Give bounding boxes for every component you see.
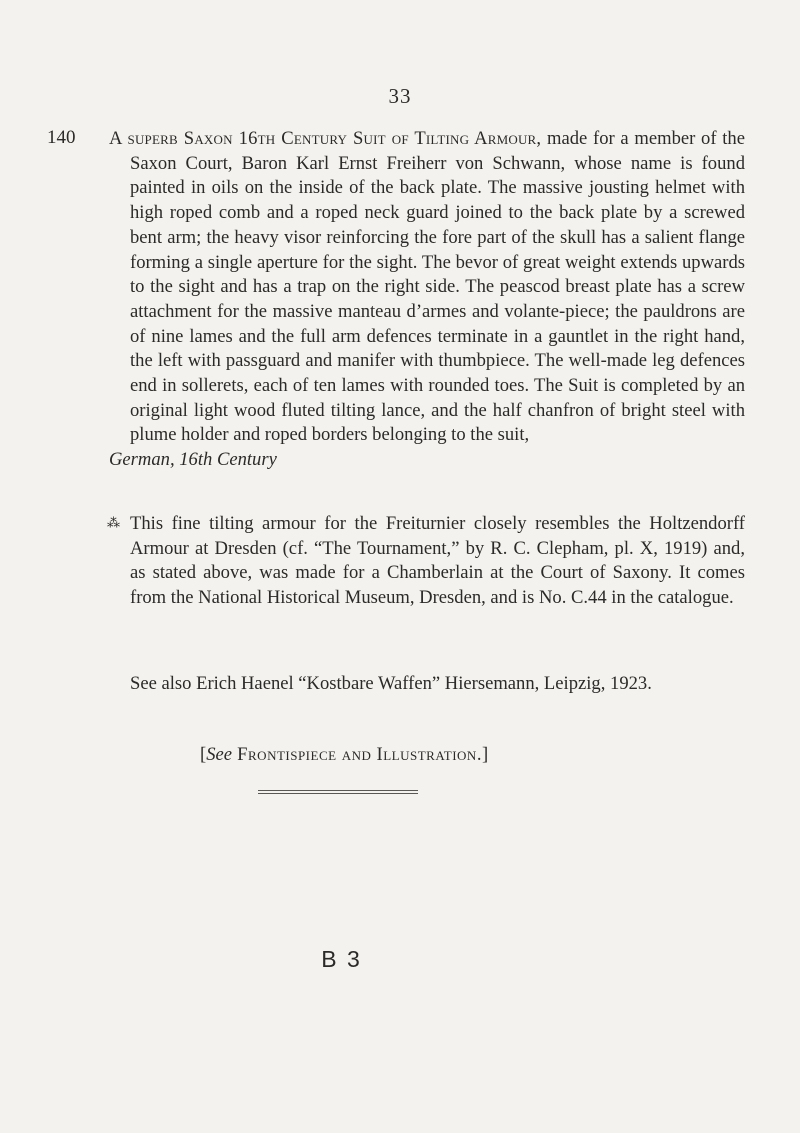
lot-number: 140 <box>47 127 76 148</box>
signature-mark: B 3 <box>321 946 362 972</box>
literature-reference: See also Erich Haenel “Kostbare Waffen” Hiersemann, Leipzig, 1923. <box>130 673 652 694</box>
lot-date: German, 16th Century <box>109 449 277 471</box>
see-word: See <box>206 744 233 765</box>
lot-body: made for a member of the Saxon Court, Baron Karl Ernst Freiherr von Schwann, whose name is found painted in oils on the inside of the back plate. The massive jousting helmet with high roped comb and a roped neck guard joined to the back plate by a screwed bent arm; the heavy visor reinforcing the fore part of the skull has a salient flange forming a single aperture for the sight. The bevor of great weight extends upwards to the sight and has a trap on the right side. The peascod breast plate has a screw attachment for the massive manteau d’armes and volante-piece; the pauldrons are of nine lames and the full arm defences terminate in a gauntlet in the right hand, the left with passguard and manifer with thumbpiece. The well-made leg defences end in sollerets, each of ten lames with rounded toes. The Suit is completed by an original light wood fluted tilting lance, and the half chanfron of bright steel with plume holder and roped borders belonging to the suit, <box>130 128 745 446</box>
lot-description <box>109 127 745 473</box>
note-marker: ⁂ <box>107 515 119 530</box>
lot-title: A superb Saxon 16th Century Suit of Tilting Armour, <box>109 128 542 149</box>
provenance-note: This fine tilting armour for the Freiturnier closely resembles the Holtzendorff Armour at Dresden (cf. “The Tournament,” by R. C. Clepham, pl. X, 1919) and, as stated above, was made for a Chamberlain at the Court of Saxony. It comes from the National Historical Museum, Dresden, and is No. C.44 in the catalogue. <box>130 513 745 609</box>
see-illustration-reference <box>200 743 720 767</box>
asterism-icon <box>107 515 119 530</box>
page-number: 33 <box>388 84 412 108</box>
bracket-close: ] <box>481 744 489 765</box>
divider-rule-double <box>258 793 418 794</box>
divider-rule <box>258 790 418 791</box>
see-illustration-text: Frontispiece and Illustration. <box>232 744 482 765</box>
bracket-open: [ <box>200 744 207 765</box>
